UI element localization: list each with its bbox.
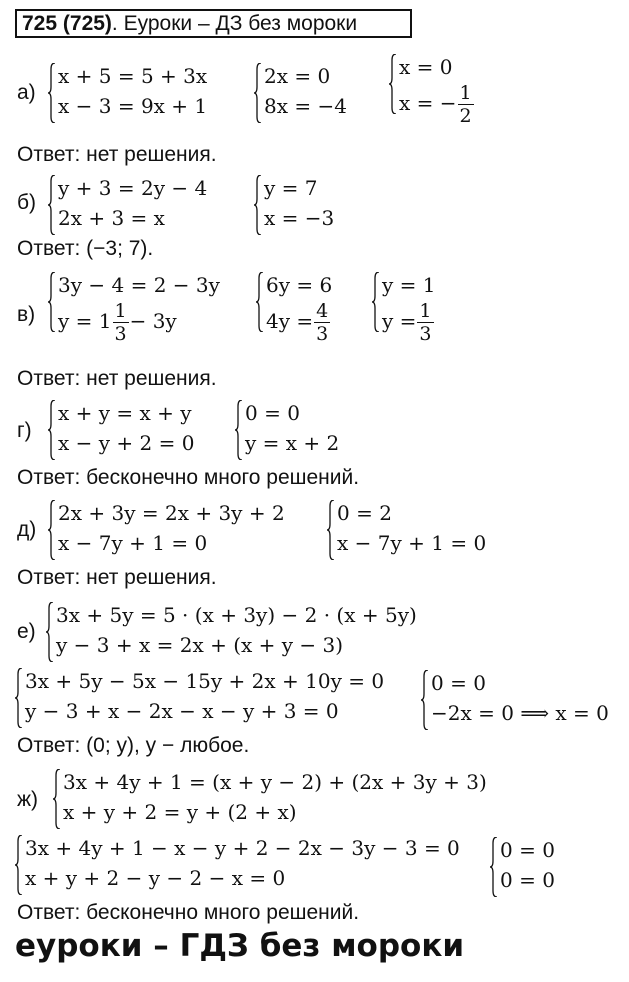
answer-a: Ответ: нет решения. [17, 143, 217, 166]
equation-line: x − 7y + 1 = 0 [58, 531, 208, 555]
label-d: д) [17, 518, 37, 541]
equation-line: 0 = 0 [431, 671, 486, 695]
answer-d: Ответ: нет решения. [17, 566, 217, 589]
equation-line: 0 = 0 [500, 838, 555, 862]
equation-line: 2x + 3 = x [58, 206, 165, 230]
equation-line: 3y − 4 = 2 − 3y [58, 273, 220, 297]
system-e-3 [421, 668, 609, 728]
system-g-1 [48, 398, 194, 458]
equation-line: x + y = x + y [58, 401, 192, 425]
label-g: г) [17, 419, 32, 442]
equation-line: x − 7y + 1 = 0 [337, 531, 487, 555]
system-e-1 [46, 600, 417, 660]
equation-line: −2x = 0 ⟹ x = 0 [431, 701, 609, 725]
answer-v: Ответ: нет решения. [17, 367, 217, 390]
brace-icon [15, 668, 23, 728]
brace-icon [48, 175, 56, 235]
brace-icon [421, 670, 429, 730]
system-v-2 [256, 270, 333, 345]
answer-b: Ответ: (−3; 7). [17, 237, 154, 260]
equation-line: 0 = 0 [245, 401, 300, 425]
equation-line: 3x + 4y + 1 − x − y + 2 − 2x − 3y − 3 = 0 [25, 836, 460, 860]
brace-icon [48, 400, 56, 460]
brace-icon [254, 63, 262, 123]
brace-icon [53, 769, 61, 829]
system-d-2 [327, 498, 486, 558]
equation-line: 4y = $\frac{4}{3}$ [266, 299, 329, 345]
equation-line: x − y + 2 = 0 [58, 431, 195, 455]
system-d-1 [48, 498, 285, 558]
brace-icon [490, 837, 498, 897]
brace-icon [254, 175, 262, 235]
system-a-1 [48, 61, 207, 121]
brace-icon [48, 500, 56, 560]
brace-icon [15, 835, 23, 895]
system-b-1 [48, 173, 207, 233]
equation-line: x = −3 [264, 206, 335, 230]
equation-line: x = 0 [399, 55, 453, 79]
system-zh-2 [15, 833, 460, 893]
equation-line: x − 3 = 9x + 1 [58, 94, 208, 118]
equation-line: y + 3 = 2y − 4 [58, 176, 208, 200]
equation-line: y = $\frac{1}{3}$ [382, 299, 432, 345]
answer-zh: Ответ: бесконечно много решений. [17, 901, 360, 924]
equation-line: 3x + 5y = 5 · (x + 3y) − 2 · (x + 5y) [56, 603, 417, 627]
equation-line: y = 1 [382, 273, 436, 297]
system-zh-1 [53, 767, 487, 827]
system-v-1 [48, 270, 220, 345]
equation-line: y = 7 [264, 176, 318, 200]
system-a-2 [254, 61, 347, 121]
header-number-paren: (725) [62, 12, 112, 35]
label-zh: ж) [17, 788, 39, 811]
header-number: 725 [22, 12, 58, 35]
equation-line: y − 3 + x = 2x + (x + y − 3) [56, 633, 344, 657]
equation-line: 0 = 2 [337, 501, 392, 525]
equation-line: x + y + 2 − y − 2 − x = 0 [25, 866, 286, 890]
brace-icon [327, 500, 335, 560]
brace-icon [372, 272, 380, 332]
label-a: а) [17, 81, 36, 104]
system-b-2 [254, 173, 334, 233]
equation-line: 2x = 0 [264, 64, 331, 88]
equation-line: y = x + 2 [245, 431, 340, 455]
equation-line: 6y = 6 [266, 273, 333, 297]
equation-line: 8x = −4 [264, 94, 347, 118]
label-b: б) [17, 191, 37, 214]
system-g-2 [235, 398, 339, 458]
equation-line: y = 1 $\frac{1}{3}$ − 3y [58, 299, 177, 345]
equation-line: 0 = 0 [500, 868, 555, 892]
footer-brand: еуроки – ГДЗ без мороки [15, 928, 465, 964]
equation-line: y − 3 + x − 2x − x − y + 3 = 0 [25, 699, 339, 723]
answer-g: Ответ: бесконечно много решений. [17, 466, 360, 489]
equation-line: x = − $\frac{1}{2}$ [399, 81, 472, 127]
fraction: $\frac{4}{3}$ [316, 299, 329, 345]
fraction: $\frac{1}{3}$ [419, 299, 432, 345]
equation-line: 2x + 3y = 2x + 3y + 2 [58, 501, 285, 525]
fraction: $\frac{1}{2}$ [459, 81, 472, 127]
brace-icon [48, 63, 56, 123]
equation-line: 3x + 4y + 1 = (x + y − 2) + (2x + 3y + 3) [63, 770, 487, 794]
system-a-3 [389, 52, 475, 127]
header-title: . Еуроки – ДЗ без мороки [111, 12, 358, 35]
brace-icon [389, 54, 397, 114]
brace-icon [256, 272, 264, 332]
equation-line: x + 5 = 5 + 3x [58, 64, 208, 88]
label-v: в) [17, 303, 36, 326]
brace-icon [48, 272, 56, 332]
equation-line: x + y + 2 = y + (2 + x) [63, 800, 297, 824]
header-box [15, 9, 412, 38]
brace-icon [235, 400, 243, 460]
brace-icon [46, 602, 54, 662]
label-e: е) [17, 620, 36, 643]
fraction: $\frac{1}{3}$ [114, 299, 127, 345]
system-v-3 [372, 270, 436, 345]
system-e-2 [15, 666, 384, 726]
system-zh-3 [490, 835, 555, 895]
answer-e: Ответ: (0; y), y − любое. [17, 734, 250, 757]
equation-line: 3x + 5y − 5x − 15y + 2x + 10y = 0 [25, 669, 385, 693]
